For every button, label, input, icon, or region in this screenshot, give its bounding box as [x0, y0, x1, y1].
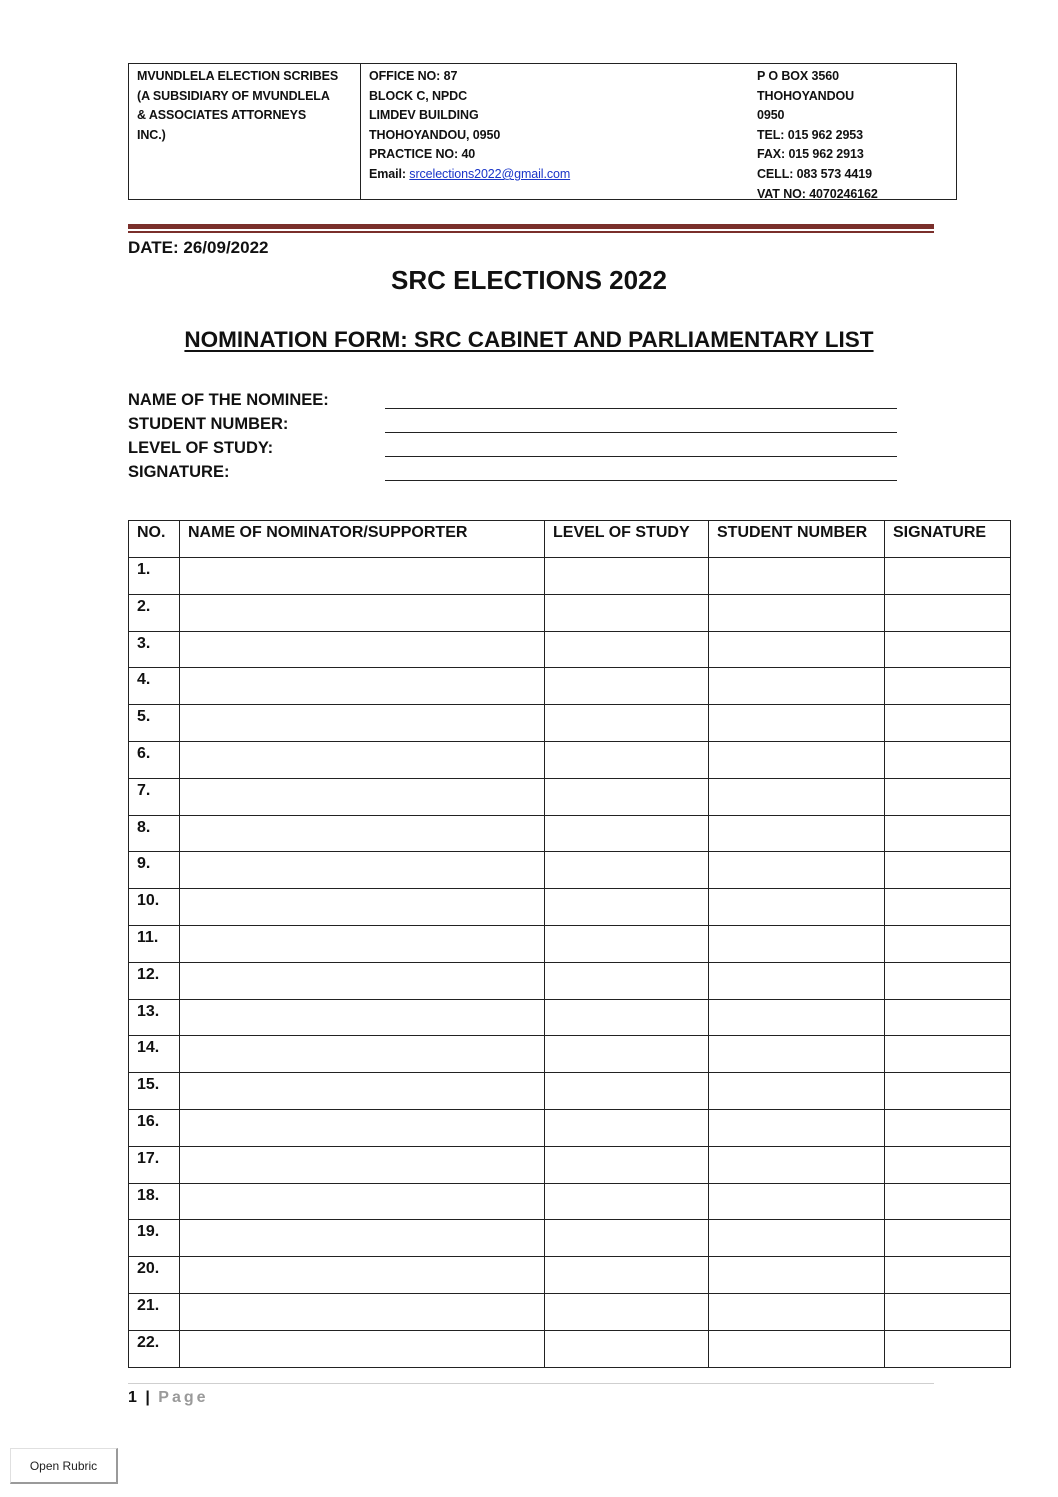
- nominator-name-cell[interactable]: [180, 558, 545, 595]
- student-number-cell[interactable]: [709, 962, 885, 999]
- row-number: 3.: [129, 631, 180, 668]
- company-line: INC.): [137, 127, 166, 142]
- table-row: [129, 852, 1011, 889]
- office-line: THOHOYANDOU, 0950: [369, 127, 501, 142]
- col-header-level: LEVEL OF STUDY: [545, 521, 709, 558]
- office-line: BLOCK C, NPDC: [369, 88, 468, 103]
- student-number-cell[interactable]: [709, 1073, 885, 1110]
- level-of-study-cell[interactable]: [545, 594, 709, 631]
- row-number: 5.: [129, 705, 180, 742]
- signature-cell[interactable]: [885, 594, 1011, 631]
- level-of-study-cell[interactable]: [545, 741, 709, 778]
- footer-separator: |: [145, 1389, 150, 1406]
- level-of-study-cell[interactable]: [545, 1073, 709, 1110]
- student-number-cell[interactable]: [709, 594, 885, 631]
- signature-cell[interactable]: [885, 1257, 1011, 1294]
- level-of-study-cell[interactable]: [545, 1330, 709, 1367]
- table-row: [129, 1293, 1011, 1330]
- student-number-cell[interactable]: [709, 1257, 885, 1294]
- row-number: 14.: [129, 1036, 180, 1073]
- nominator-name-cell[interactable]: [180, 999, 545, 1036]
- page-label: Page: [158, 1389, 209, 1406]
- student-number-cell[interactable]: [709, 1036, 885, 1073]
- table-row: [129, 778, 1011, 815]
- signature-cell[interactable]: [885, 631, 1011, 668]
- student-number-cell[interactable]: [709, 668, 885, 705]
- table-row: [129, 1036, 1011, 1073]
- nominator-name-cell[interactable]: [180, 1293, 545, 1330]
- student-number-cell[interactable]: [709, 852, 885, 889]
- table-row: [129, 1073, 1011, 1110]
- signature-cell[interactable]: [885, 1109, 1011, 1146]
- level-of-study-cell[interactable]: [545, 705, 709, 742]
- row-number: 2.: [129, 594, 180, 631]
- signature-cell[interactable]: [885, 558, 1011, 595]
- nominator-name-cell[interactable]: [180, 962, 545, 999]
- col-header-name: NAME OF NOMINATOR/SUPPORTER: [180, 521, 545, 558]
- field-line[interactable]: [385, 480, 897, 481]
- nominator-name-cell[interactable]: [180, 1220, 545, 1257]
- signature-cell[interactable]: [885, 1330, 1011, 1367]
- field-line[interactable]: [385, 432, 897, 433]
- row-number: 17.: [129, 1146, 180, 1183]
- contact-line: FAX: 015 962 2913: [757, 147, 864, 162]
- field-line[interactable]: [385, 408, 897, 409]
- table-row: [129, 1220, 1011, 1257]
- email-label: Email:: [369, 166, 410, 181]
- level-of-study-cell[interactable]: [545, 558, 709, 595]
- contact-line: TEL: 015 962 2953: [757, 127, 864, 142]
- table-row: [129, 889, 1011, 926]
- table-row: [129, 1183, 1011, 1220]
- field-label: SIGNATURE:: [128, 463, 230, 481]
- nominators-table: [128, 520, 1011, 1368]
- student-number-cell[interactable]: [709, 1220, 885, 1257]
- row-number: 22.: [129, 1330, 180, 1367]
- form-date: DATE: 26/09/2022: [128, 238, 269, 257]
- contact-line: 0950: [757, 108, 785, 123]
- table-row: [129, 741, 1011, 778]
- level-of-study-cell[interactable]: [545, 778, 709, 815]
- level-of-study-cell[interactable]: [545, 1146, 709, 1183]
- level-of-study-cell[interactable]: [545, 1036, 709, 1073]
- header-divider: [128, 224, 934, 229]
- level-of-study-cell[interactable]: [545, 1109, 709, 1146]
- level-of-study-cell[interactable]: [545, 1257, 709, 1294]
- company-line: & ASSOCIATES ATTORNEYS: [137, 108, 307, 123]
- table-row: [129, 962, 1011, 999]
- nominator-name-cell[interactable]: [180, 1146, 545, 1183]
- student-number-cell[interactable]: [709, 889, 885, 926]
- student-number-cell[interactable]: [709, 1293, 885, 1330]
- row-number: 10.: [129, 889, 180, 926]
- open-rubric-button[interactable]: Open Rubric: [10, 1448, 118, 1484]
- contact-line: THOHOYANDOU: [757, 88, 855, 103]
- email-line: [369, 165, 741, 185]
- nominator-name-cell[interactable]: [180, 594, 545, 631]
- row-number: 18.: [129, 1183, 180, 1220]
- field-label: LEVEL OF STUDY:: [128, 439, 274, 457]
- signature-cell[interactable]: [885, 815, 1011, 852]
- contact-line: VAT NO: 4070246162: [757, 186, 878, 201]
- page-title: SRC ELECTIONS 2022: [391, 265, 667, 295]
- office-line: PRACTICE NO: 40: [369, 147, 476, 162]
- level-of-study-cell[interactable]: [545, 1183, 709, 1220]
- row-number: 4.: [129, 668, 180, 705]
- table-row: [129, 1109, 1011, 1146]
- table-row: [129, 558, 1011, 595]
- col-header-student-number: STUDENT NUMBER: [709, 521, 885, 558]
- table-row: [129, 631, 1011, 668]
- email-link[interactable]: srcelections2022@gmail.com: [409, 166, 571, 181]
- level-of-study-cell[interactable]: [545, 631, 709, 668]
- row-number: 19.: [129, 1220, 180, 1257]
- nominator-name-cell[interactable]: [180, 705, 545, 742]
- student-number-cell[interactable]: [709, 999, 885, 1036]
- level-of-study-cell[interactable]: [545, 1293, 709, 1330]
- level-of-study-cell[interactable]: [545, 668, 709, 705]
- signature-cell[interactable]: [885, 889, 1011, 926]
- signature-cell[interactable]: [885, 1073, 1011, 1110]
- table-row: [129, 668, 1011, 705]
- table-row: [129, 999, 1011, 1036]
- letterhead-office: [361, 64, 749, 199]
- nominator-name-cell[interactable]: [180, 1330, 545, 1367]
- nominator-name-cell[interactable]: [180, 815, 545, 852]
- signature-cell[interactable]: [885, 1220, 1011, 1257]
- level-of-study-cell[interactable]: [545, 962, 709, 999]
- row-number: 7.: [129, 778, 180, 815]
- table-row: [129, 1146, 1011, 1183]
- nominator-name-cell[interactable]: [180, 668, 545, 705]
- nominator-name-cell[interactable]: [180, 1109, 545, 1146]
- row-number: 1.: [129, 558, 180, 595]
- page-number: 1: [128, 1389, 137, 1406]
- letterhead-company: [129, 64, 361, 199]
- nominator-name-cell[interactable]: [180, 1257, 545, 1294]
- letterhead-box: [128, 63, 957, 200]
- footer-divider: [128, 1383, 934, 1384]
- nominator-name-cell[interactable]: [180, 925, 545, 962]
- nominator-name-cell[interactable]: [180, 1073, 545, 1110]
- level-of-study-cell[interactable]: [545, 925, 709, 962]
- office-line: LIMDEV BUILDING: [369, 108, 479, 123]
- col-header-no: NO.: [129, 521, 180, 558]
- row-number: 8.: [129, 815, 180, 852]
- student-number-cell[interactable]: [709, 815, 885, 852]
- contact-line: CELL: 083 573 4419: [757, 166, 872, 181]
- level-of-study-cell[interactable]: [545, 999, 709, 1036]
- signature-cell[interactable]: [885, 999, 1011, 1036]
- student-number-cell[interactable]: [709, 631, 885, 668]
- signature-cell[interactable]: [885, 1183, 1011, 1220]
- table-row: [129, 1257, 1011, 1294]
- row-number: 21.: [129, 1293, 180, 1330]
- student-number-cell[interactable]: [709, 558, 885, 595]
- level-of-study-cell[interactable]: [545, 815, 709, 852]
- row-number: 13.: [129, 999, 180, 1036]
- signature-cell[interactable]: [885, 1146, 1011, 1183]
- signature-cell[interactable]: [885, 852, 1011, 889]
- signature-cell[interactable]: [885, 1036, 1011, 1073]
- row-number: 9.: [129, 852, 180, 889]
- nominator-name-cell[interactable]: [180, 778, 545, 815]
- form-subtitle: NOMINATION FORM: SRC CABINET AND PARLIAMENTARY LIST: [184, 327, 874, 352]
- row-number: 11.: [129, 925, 180, 962]
- table-row: [129, 594, 1011, 631]
- page-footer: [128, 1389, 209, 1407]
- table-row: [129, 1330, 1011, 1367]
- signature-cell[interactable]: [885, 962, 1011, 999]
- table-header-row: [129, 521, 1011, 558]
- student-number-cell[interactable]: [709, 1109, 885, 1146]
- field-label: NAME OF THE NOMINEE:: [128, 391, 329, 409]
- student-number-cell[interactable]: [709, 925, 885, 962]
- student-number-cell[interactable]: [709, 1183, 885, 1220]
- student-number-cell[interactable]: [709, 778, 885, 815]
- nominator-name-cell[interactable]: [180, 889, 545, 926]
- level-of-study-cell[interactable]: [545, 889, 709, 926]
- company-line: (A SUBSIDIARY OF MVUNDLELA: [137, 88, 330, 103]
- row-number: 6.: [129, 741, 180, 778]
- row-number: 12.: [129, 962, 180, 999]
- student-number-cell[interactable]: [709, 741, 885, 778]
- student-number-cell[interactable]: [709, 705, 885, 742]
- row-number: 16.: [129, 1109, 180, 1146]
- company-line: MVUNDLELA ELECTION SCRIBES: [137, 69, 339, 83]
- signature-cell[interactable]: [885, 668, 1011, 705]
- contact-line: P O BOX 3560: [757, 69, 839, 83]
- student-number-cell[interactable]: [709, 1146, 885, 1183]
- signature-cell[interactable]: [885, 925, 1011, 962]
- signature-cell[interactable]: [885, 1293, 1011, 1330]
- signature-cell[interactable]: [885, 705, 1011, 742]
- level-of-study-cell[interactable]: [545, 852, 709, 889]
- signature-cell[interactable]: [885, 741, 1011, 778]
- header-divider-thin: [128, 231, 934, 233]
- nominator-name-cell[interactable]: [180, 852, 545, 889]
- field-label: STUDENT NUMBER:: [128, 415, 289, 433]
- table-row: [129, 815, 1011, 852]
- nominator-name-cell[interactable]: [180, 1036, 545, 1073]
- table-row: [129, 925, 1011, 962]
- office-line: OFFICE NO: 87: [369, 69, 458, 83]
- letterhead-contact: [749, 64, 956, 199]
- field-line[interactable]: [385, 456, 897, 457]
- signature-cell[interactable]: [885, 778, 1011, 815]
- table-row: [129, 705, 1011, 742]
- nominator-name-cell[interactable]: [180, 741, 545, 778]
- col-header-signature: SIGNATURE: [885, 521, 1011, 558]
- level-of-study-cell[interactable]: [545, 1220, 709, 1257]
- row-number: 15.: [129, 1073, 180, 1110]
- nominator-name-cell[interactable]: [180, 631, 545, 668]
- row-number: 20.: [129, 1257, 180, 1294]
- nominator-name-cell[interactable]: [180, 1183, 545, 1220]
- student-number-cell[interactable]: [709, 1330, 885, 1367]
